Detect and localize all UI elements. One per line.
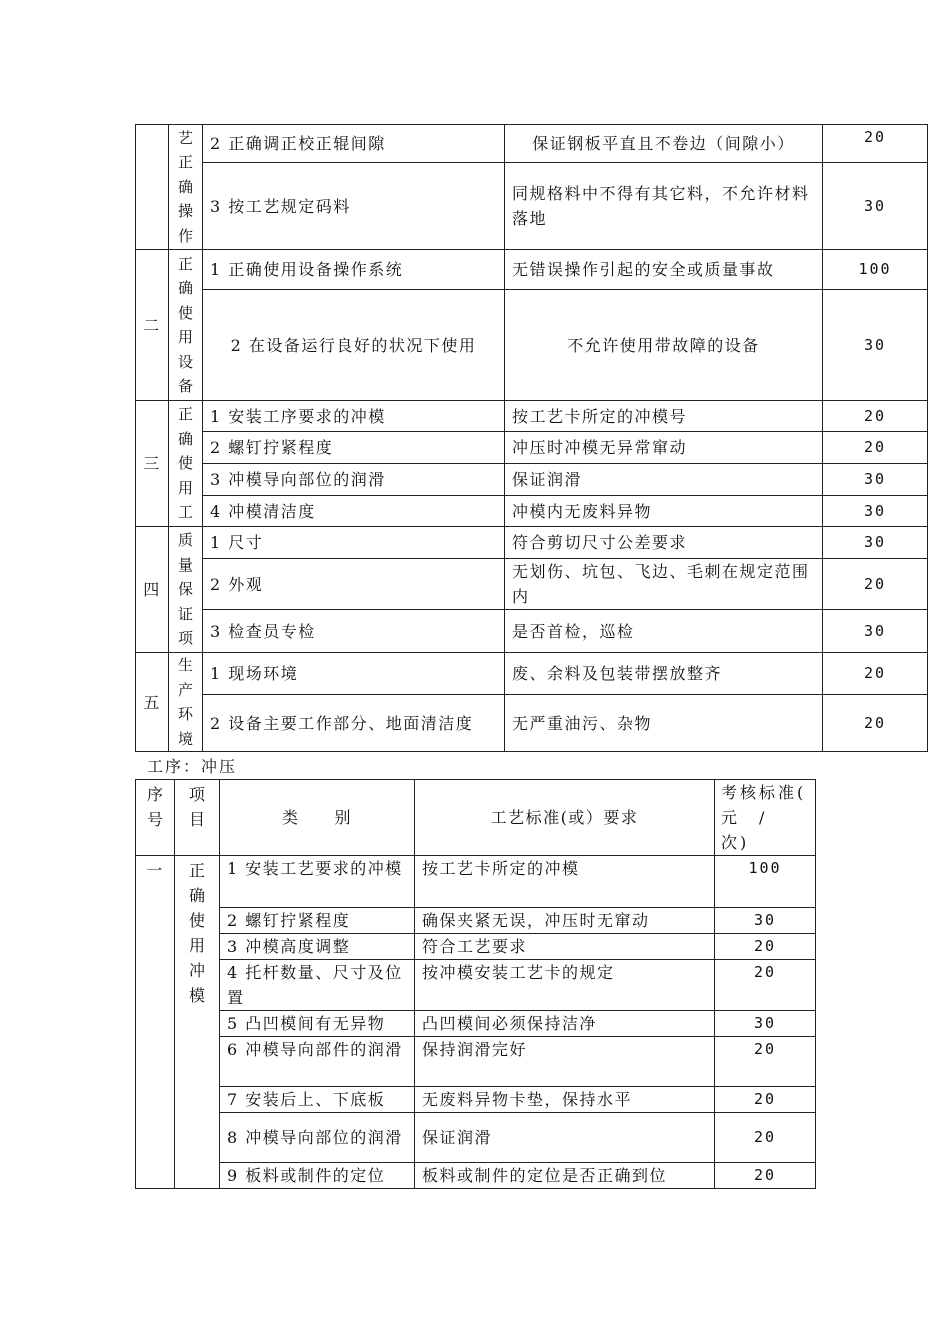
score-cell: 20 [715, 1037, 816, 1087]
score-cell: 20 [823, 559, 928, 610]
standard-cell: 按冲模安装工艺卡的规定 [415, 960, 715, 1011]
table-row [136, 559, 928, 610]
table-header-row [136, 780, 816, 856]
requirement-cell: 符合剪切尺寸公差要求 [505, 527, 823, 559]
standard-cell: 按工艺卡所定的冲模 [415, 856, 715, 908]
score-cell: 20 [715, 1113, 816, 1163]
requirement-cell: 无严重油污、杂物 [505, 695, 823, 752]
score-cell: 20 [823, 401, 928, 432]
score-cell: 20 [823, 125, 928, 163]
category-cell: 5 凸凹模间有无异物 [220, 1011, 415, 1037]
item-cell: 2 在设备运行良好的状况下使用 [203, 290, 505, 401]
standard-cell: 板料或制件的定位是否正确到位 [415, 1163, 715, 1189]
group-number [136, 125, 169, 250]
score-cell: 30 [823, 464, 928, 496]
category-cell: 8 冲模导向部位的润滑 [220, 1113, 415, 1163]
requirement-cell: 按工艺卡所定的冲模号 [505, 401, 823, 432]
header-project: 项目 [175, 780, 220, 856]
table-row [136, 464, 928, 496]
score-cell: 20 [823, 653, 928, 695]
group-category: 艺正确操作 [169, 125, 203, 250]
table-row [136, 250, 928, 290]
table-row [136, 960, 816, 1011]
standard-cell: 凸凹模间必须保持洁净 [415, 1011, 715, 1037]
item-cell: 1 尺寸 [203, 527, 505, 559]
table-row [136, 1011, 816, 1037]
item-cell: 3 按工艺规定码料 [203, 163, 505, 250]
table-row [136, 1037, 816, 1087]
category-cell: 7 安装后上、下底板 [220, 1087, 415, 1113]
header-standard: 工艺标准(或）要求 [415, 780, 715, 856]
table-row [136, 163, 928, 250]
item-cell: 3 冲模导向部位的润滑 [203, 464, 505, 496]
requirement-cell: 废、余料及包装带摆放整齐 [505, 653, 823, 695]
score-cell: 30 [823, 527, 928, 559]
score-cell: 100 [823, 250, 928, 290]
score-cell: 30 [823, 163, 928, 250]
header-category: 类 别 [220, 780, 415, 856]
table-row [136, 432, 928, 464]
score-cell: 20 [715, 960, 816, 1011]
score-cell: 20 [715, 1163, 816, 1189]
standard-cell: 无废料异物卡垫，保持水平 [415, 1087, 715, 1113]
item-cell: 2 设备主要工作部分、地面清洁度 [203, 695, 505, 752]
score-cell: 30 [715, 1011, 816, 1037]
group-number: 五 [136, 653, 169, 752]
standard-cell: 符合工艺要求 [415, 934, 715, 960]
group-category: 正确使用工 [169, 401, 203, 527]
score-cell: 20 [823, 695, 928, 752]
standard-cell: 确保夹紧无误，冲压时无窜动 [415, 908, 715, 934]
table-row [136, 527, 928, 559]
group-number: 一 [136, 856, 175, 1189]
score-cell: 20 [715, 934, 816, 960]
process-label: 工序：冲压 [147, 757, 238, 776]
group-number: 二 [136, 250, 169, 401]
assessment-table-2 [135, 779, 826, 1189]
category-cell: 2 螺钉拧紧程度 [220, 908, 415, 934]
category-cell: 4 托杆数量、尺寸及位置 [220, 960, 415, 1011]
table-row [136, 125, 928, 163]
table-row [136, 610, 928, 653]
item-cell: 2 外观 [203, 559, 505, 610]
table-row [136, 1163, 816, 1189]
table-row [136, 401, 928, 432]
group-number: 三 [136, 401, 169, 527]
score-cell: 30 [823, 496, 928, 527]
requirement-cell: 无错误操作引起的安全或质量事故 [505, 250, 823, 290]
requirement-cell: 保证润滑 [505, 464, 823, 496]
category-cell: 6 冲模导向部件的润滑 [220, 1037, 415, 1087]
score-cell: 100 [715, 856, 816, 908]
header-number: 序号 [136, 780, 175, 856]
score-cell: 30 [823, 290, 928, 401]
table-row [136, 934, 816, 960]
table-row [136, 290, 928, 401]
table-row [136, 1087, 816, 1113]
category-cell: 9 板料或制件的定位 [220, 1163, 415, 1189]
item-cell: 4 冲模清洁度 [203, 496, 505, 527]
item-cell: 3 检查员专检 [203, 610, 505, 653]
table-row [136, 653, 928, 695]
assessment-table-1 [135, 124, 928, 752]
table-row [136, 908, 816, 934]
table-row [136, 856, 816, 908]
item-cell: 2 螺钉拧紧程度 [203, 432, 505, 464]
table-row [136, 695, 928, 752]
category-cell: 1 安装工艺要求的冲模 [220, 856, 415, 908]
table-row [136, 496, 928, 527]
requirement-cell: 保证钢板平直且不卷边（间隙小） [505, 125, 823, 163]
item-cell: 1 安装工序要求的冲模 [203, 401, 505, 432]
score-cell: 20 [715, 1087, 816, 1113]
item-cell: 1 正确使用设备操作系统 [203, 250, 505, 290]
item-cell: 2 正确调正校正辊间隙 [203, 125, 505, 163]
requirement-cell: 冲压时冲模无异常窜动 [505, 432, 823, 464]
score-cell: 30 [823, 610, 928, 653]
requirement-cell: 是否首检，巡检 [505, 610, 823, 653]
requirement-cell: 冲模内无废料异物 [505, 496, 823, 527]
table-row [136, 1113, 816, 1163]
group-category: 生产环境 [169, 653, 203, 752]
requirement-cell: 不允许使用带故障的设备 [505, 290, 823, 401]
header-score: 考核标准( 元 / 次) [715, 780, 816, 856]
requirement-cell: 无划伤、坑包、飞边、毛刺在规定范围内 [505, 559, 823, 610]
group-project: 正确使用冲模 [175, 856, 220, 1189]
item-cell: 1 现场环境 [203, 653, 505, 695]
group-number: 四 [136, 527, 169, 653]
group-category: 质量保证项 [169, 527, 203, 653]
standard-cell: 保证润滑 [415, 1113, 715, 1163]
category-cell: 3 冲模高度调整 [220, 934, 415, 960]
score-cell: 20 [823, 432, 928, 464]
score-cell: 30 [715, 908, 816, 934]
group-category: 正确使用设备 [169, 250, 203, 401]
requirement-cell: 同规格料中不得有其它料，不允许材料落地 [505, 163, 823, 250]
standard-cell: 保持润滑完好 [415, 1037, 715, 1087]
